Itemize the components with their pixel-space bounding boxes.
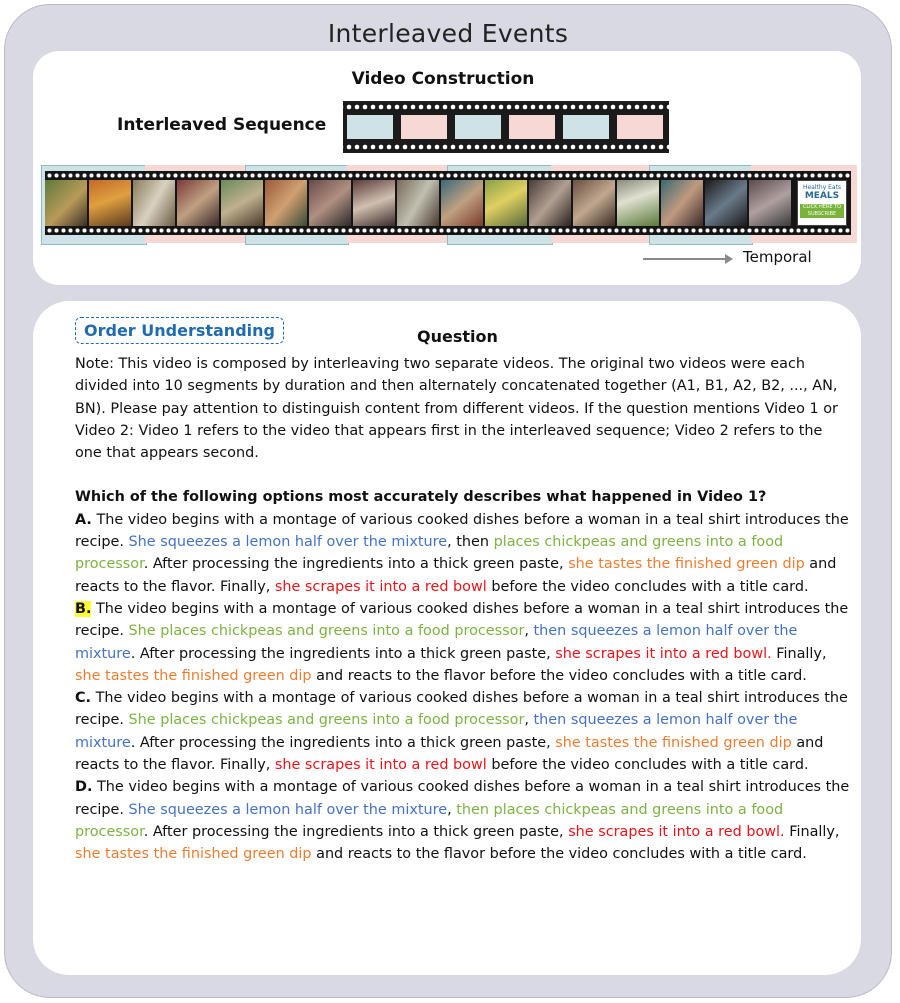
- right-arrow-icon: [643, 258, 731, 260]
- event-chickpeas: places chickpeas and greens into a food processor: [75, 534, 784, 573]
- option-text: , then: [447, 534, 494, 551]
- event-red-bowl: she scrapes it into a red bowl: [274, 757, 487, 774]
- temporal-label: Temporal: [743, 248, 812, 266]
- option-text: The video begins with a montage of various cooked dishes before a woman in a teal shirt introduces the recipe.: [75, 690, 848, 729]
- event-lemon: then squeezes a lemon half over the mixture: [75, 623, 798, 662]
- question-prompt: Which of the following options most accurately describes what happened in Video 1?: [75, 489, 767, 506]
- title-card-meals: MEALS: [804, 191, 840, 201]
- question-panel: [33, 301, 861, 975]
- option-text: and reacts to the flavor. Finally,: [75, 734, 824, 774]
- question-content: [75, 353, 851, 866]
- option-text: Finally,: [784, 823, 840, 840]
- option-text: The video begins with a montage of various cooked dishes before a woman in a teal shirt introduces the recipe.: [75, 511, 849, 551]
- event-lemon: She squeezes a lemon half over the mixture: [128, 534, 448, 551]
- video-frame-thumbnail: [265, 180, 309, 226]
- video-frame-thumbnail: [89, 180, 133, 226]
- segment-a-cell: [561, 113, 611, 141]
- event-chickpeas: then places chickpeas and greens into a food processor: [75, 801, 784, 840]
- video-frame-thumbnail: [529, 180, 573, 226]
- option-letter: C.: [75, 690, 92, 707]
- option-text: before the video concludes with a title card.: [486, 757, 809, 774]
- event-tastes: she tastes the finished green dip: [568, 556, 805, 573]
- video-frame-thumbnail: [221, 180, 265, 226]
- option-d[interactable]: [75, 776, 851, 865]
- video-frame-thumbnail: [353, 180, 397, 226]
- interleaved-events-card: [4, 4, 892, 998]
- video-frame-thumbnail: [573, 180, 617, 226]
- video-construction-title: Video Construction: [351, 69, 535, 89]
- video-frame-thumbnail: [485, 180, 529, 226]
- event-chickpeas: She places chickpeas and greens into a food processor: [128, 623, 525, 640]
- interleaved-sequence-label: Interleaved Sequence: [117, 115, 327, 135]
- order-understanding-badge: Order Understanding: [75, 317, 284, 344]
- segment-a-cell: [345, 113, 395, 141]
- film-perforations: [45, 226, 851, 235]
- option-text: Finally,: [771, 645, 827, 662]
- video-frame-thumbnail: [705, 180, 749, 226]
- segment-a-cell: [453, 113, 503, 141]
- option-text: and reacts to the flavor. Finally,: [75, 556, 837, 595]
- video-frame-thumbnail: [749, 180, 793, 226]
- option-text: before the video concludes with a title card.: [486, 578, 809, 595]
- event-lemon: She squeezes a lemon half over the mixture: [128, 801, 448, 818]
- title-card-thumbnail: [797, 180, 847, 226]
- segment-b-cell: [399, 113, 449, 141]
- main-title: Interleaved Events: [327, 19, 569, 48]
- option-a[interactable]: [75, 509, 851, 598]
- question-title: Question: [417, 327, 498, 346]
- segment-b-cell: [507, 113, 557, 141]
- segment-b-cell: [615, 113, 665, 141]
- video-frame-thumbnail: [617, 180, 661, 226]
- option-text: . After processing the ingredients into a thick green paste,: [130, 645, 556, 662]
- option-text: ,: [524, 712, 534, 729]
- option-text: The video begins with a montage of various cooked dishes before a woman in a teal shirt introduces the recipe.: [75, 600, 849, 640]
- video-frame-thumbnail: [45, 180, 89, 226]
- option-b[interactable]: [75, 598, 851, 687]
- option-letter: D.: [75, 779, 93, 796]
- video-frame-thumbnail: [397, 180, 441, 226]
- option-text: . After processing the ingredients into a thick green paste,: [143, 556, 569, 573]
- option-text: . After processing the ingredients into a thick green paste,: [130, 734, 556, 751]
- event-chickpeas: She places chickpeas and greens into a food processor: [128, 712, 525, 729]
- option-text: and reacts to the flavor before the video concludes with a title card.: [311, 846, 807, 863]
- video-construction-panel: [33, 51, 861, 285]
- video-frame-thumbnail: [177, 180, 221, 226]
- title-card-brand: Healthy Eats: [802, 184, 842, 191]
- film-perforations: [343, 101, 669, 113]
- event-tastes: she tastes the finished green dip: [75, 846, 312, 863]
- event-red-bowl: she scrapes it into a red bowl: [274, 578, 487, 595]
- option-text: The video begins with a montage of various cooked dishes before a woman in a teal shirt introduces the recipe.: [75, 779, 850, 818]
- question-note: Note: This video is composed by interleaving two separate videos. The original two videos were each divided into 10 segments by duration and then alternately concatenated together (A1, B1, A2, B2, ..., AN, BN). Please pay attention to distinguish content from different videos. If the question mentions Video 1 or Video 2: Video 1 refers to the video that appears first in the interleaved sequence; Video 2 refers to the one that appears second.: [75, 356, 838, 462]
- event-red-bowl: she scrapes it into a red bowl.: [568, 823, 785, 840]
- event-lemon: then squeezes a lemon half over the mixture: [75, 712, 798, 751]
- video-frame-thumbnail: [661, 180, 705, 226]
- option-text: . After processing the ingredients into a thick green paste,: [143, 823, 569, 840]
- option-text: ,: [447, 801, 457, 818]
- film-perforations: [45, 171, 851, 180]
- video-frame-thumbnail: [133, 180, 177, 226]
- option-letter: A.: [75, 511, 92, 528]
- event-red-bowl: she scrapes it into a red bowl.: [555, 645, 772, 662]
- option-text: and reacts to the flavor before the video concludes with a title card.: [311, 667, 807, 684]
- interleaved-filmstrip: [45, 171, 851, 235]
- option-letter-highlighted: B.: [75, 600, 92, 617]
- video-frame-thumbnail: [441, 180, 485, 226]
- event-tastes: she tastes the finished green dip: [75, 667, 312, 684]
- temporal-indicator: [643, 247, 812, 277]
- option-text: ,: [524, 623, 534, 640]
- event-tastes: she tastes the finished green dip: [555, 734, 792, 751]
- option-c[interactable]: [75, 687, 851, 776]
- film-perforations: [343, 141, 669, 153]
- sequence-structure-filmstrip: [343, 101, 669, 153]
- video-frame-thumbnail: [309, 180, 353, 226]
- title-card-subscribe: CLICK HERE TO SUBSCRIBE: [800, 204, 844, 218]
